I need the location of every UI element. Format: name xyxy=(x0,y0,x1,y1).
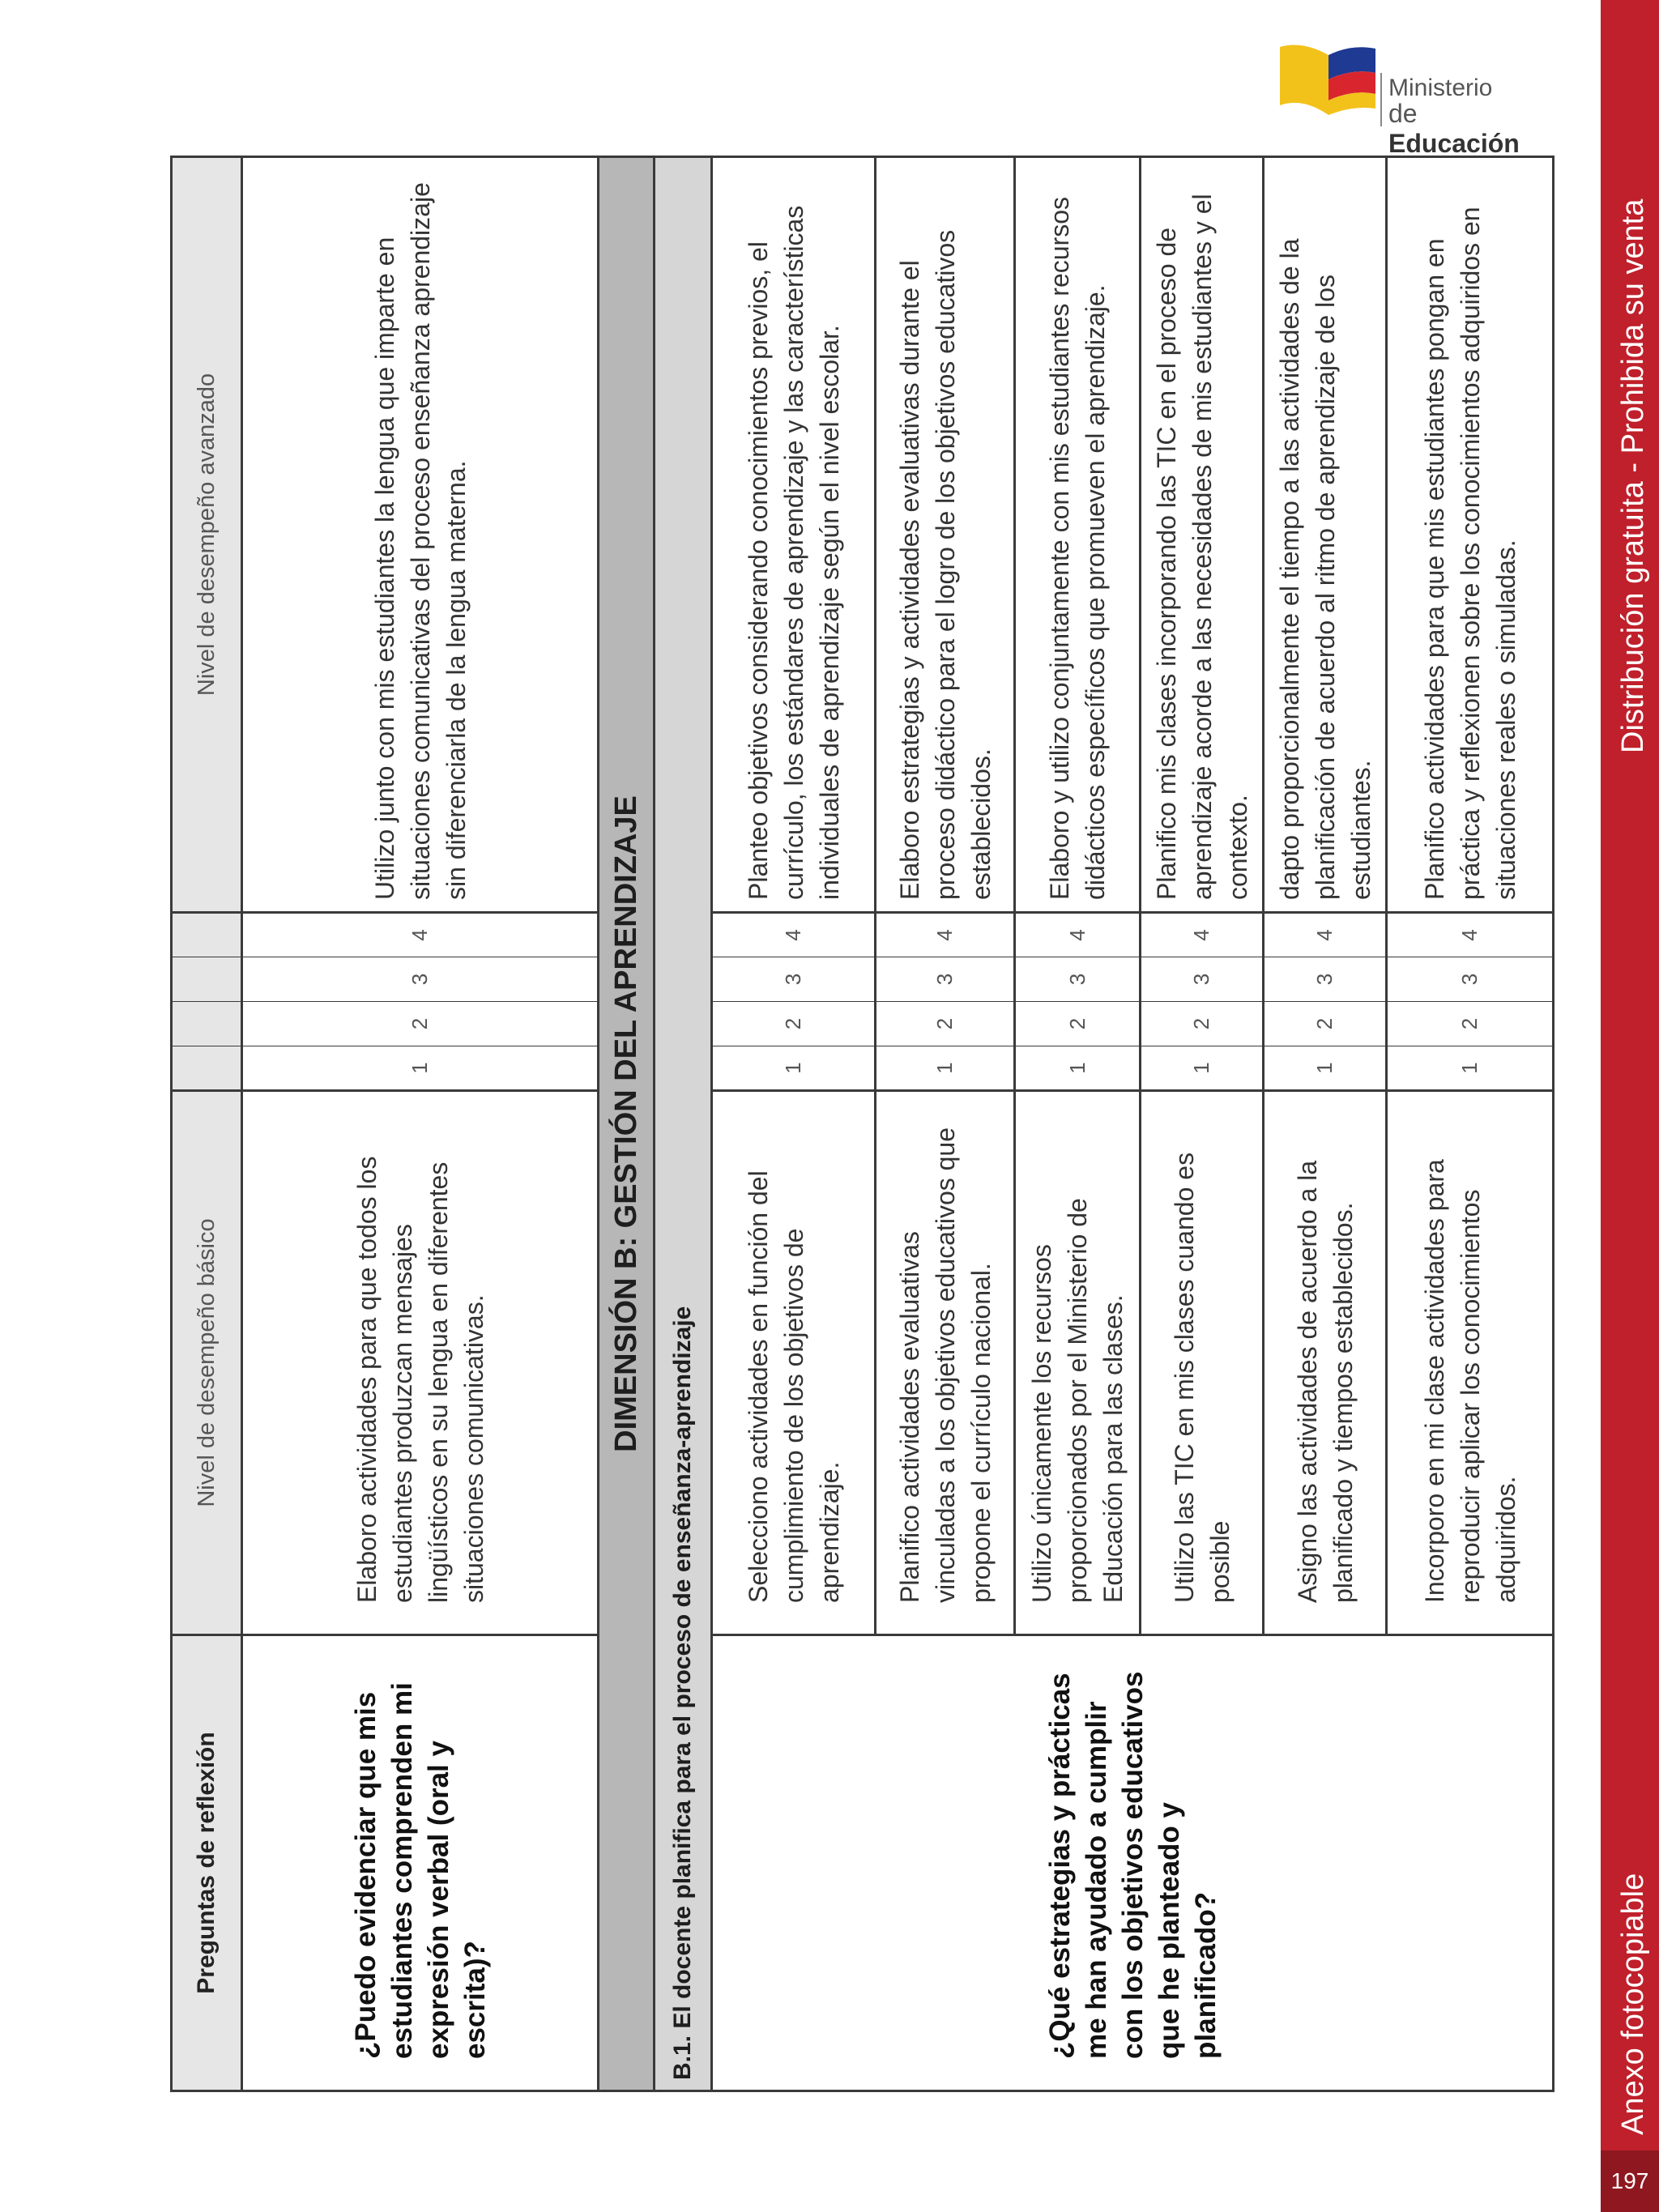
scale-2[interactable]: 2 xyxy=(1387,1002,1554,1046)
scale-4[interactable]: 4 xyxy=(712,913,876,957)
scale-3[interactable]: 3 xyxy=(712,957,876,1002)
subsection-title: B.1. El docente planifica para el proceso de enseñanza-aprendizaje xyxy=(655,157,712,2091)
header-scale-blank xyxy=(172,957,242,1002)
advanced-cell: Planteo objetivos considerando conocimientos previos, el currículo, los estándares de aprendizaje y las características individuales de aprendizaje según el nivel escolar. xyxy=(712,157,876,913)
advanced-cell: Elaboro y utilizo conjuntamente con mis estudiantes recursos didácticos específicos que promueven el aprendizaje. xyxy=(1015,157,1141,913)
scale-1[interactable]: 1 xyxy=(1141,1046,1264,1091)
scale-3[interactable]: 3 xyxy=(876,957,1015,1002)
dimension-row xyxy=(599,157,655,2091)
advanced-cell: Planifico mis clases incorporando las TIC en el proceso de aprendizaje acorde a las necesidades de mis estudiantes y el contexto. xyxy=(1141,157,1264,913)
basic-cell: Elaboro actividades para que todos los estudiantes produzcan mensajes lingüísticos en su lengua en diferentes situaciones comunicativas. xyxy=(242,1091,599,1635)
logo-line2-pre: de xyxy=(1388,99,1418,128)
advanced-cell: Utilizo junto con mis estudiantes la lengua que imparte en situaciones comunicativas del proceso enseñanza aprendizaje sin diferenciarla de la lengua materna. xyxy=(242,157,599,913)
header-advanced: Nivel de desempeño avanzado xyxy=(172,157,242,913)
advanced-cell: dapto proporcionalmente el tiempo a las actividades de la planificación de acuerdo al ritmo de aprendizaje de los estudiantes. xyxy=(1264,157,1387,913)
scale-3[interactable]: 3 xyxy=(242,957,599,1002)
logo-line2 xyxy=(1388,99,1546,159)
sidebar-bottom-text: Anexo fotocopiable xyxy=(1616,1873,1650,2135)
header-questions: Preguntas de reflexión xyxy=(172,1635,242,2091)
scale-3[interactable]: 3 xyxy=(1141,957,1264,1002)
scale-2[interactable]: 2 xyxy=(712,1002,876,1046)
basic-cell: Selecciono actividades en función del cumplimiento de los objetivos de aprendizaje. xyxy=(712,1091,876,1635)
logo-line2-bold: Educación xyxy=(1388,129,1520,158)
scale-3[interactable]: 3 xyxy=(1387,957,1554,1002)
question-2: ¿Qué estrategias y prácticas me han ayudado a cumplir con los objetivos educativos que he planteado y planificado? xyxy=(712,1635,1554,2091)
scale-4[interactable]: 4 xyxy=(876,913,1015,957)
scale-4[interactable]: 4 xyxy=(1015,913,1141,957)
subsection-row xyxy=(655,157,712,2091)
advanced-cell: Elaboro estrategias y actividades evaluativas durante el proceso didáctico para el logro de los objetivos educativos establecidos. xyxy=(876,157,1015,913)
header-scale-blank xyxy=(172,913,242,957)
flag-logo-icon xyxy=(1278,40,1384,121)
basic-cell: Incorporo en mi clase actividades para reproducir aplicar los conocimientos adquiridos. xyxy=(1387,1091,1554,1635)
scale-1[interactable]: 1 xyxy=(242,1046,599,1091)
scale-1[interactable]: 1 xyxy=(712,1046,876,1091)
rubric-table-rotated xyxy=(170,158,1529,2092)
table-row xyxy=(242,157,599,2091)
basic-cell: Planifico actividades evaluativas vinculadas a los objetivos educativos que propone el currículo nacional. xyxy=(876,1091,1015,1635)
page-number: 197 xyxy=(1610,2168,1649,2193)
question-1: ¿Puedo evidenciar que mis estudiantes comprenden mi expresión verbal (oral y escrita)? xyxy=(242,1635,599,2091)
scale-1[interactable]: 1 xyxy=(1015,1046,1141,1091)
table-header-row xyxy=(172,157,242,2091)
scale-4[interactable]: 4 xyxy=(242,913,599,957)
scale-2[interactable]: 2 xyxy=(1141,1002,1264,1046)
scale-2[interactable]: 2 xyxy=(1264,1002,1387,1046)
scale-3[interactable]: 3 xyxy=(1264,957,1387,1002)
header-scale-blank xyxy=(172,1046,242,1091)
logo-divider xyxy=(1380,73,1382,126)
basic-cell: Asigno las actividades de acuerdo a la planificado y tiempos establecidos. xyxy=(1264,1091,1387,1635)
scale-1[interactable]: 1 xyxy=(1264,1046,1387,1091)
advanced-cell: Planifico actividades para que mis estudiantes pongan en práctica y reflexionen sobre los conocimientos adquiridos en situaciones reales o simuladas. xyxy=(1387,157,1554,913)
basic-cell: Utilizo las TIC en mis clases cuando es posible xyxy=(1141,1091,1264,1635)
basic-cell: Utilizo únicamente los recursos proporcionados por el Ministerio de Educación para las clases. xyxy=(1015,1091,1141,1635)
rubric-table xyxy=(170,156,1555,2092)
scale-4[interactable]: 4 xyxy=(1387,913,1554,957)
scale-4[interactable]: 4 xyxy=(1141,913,1264,957)
sidebar-top-text: Distribución gratuita - Prohibida su venta xyxy=(1616,198,1650,753)
scale-2[interactable]: 2 xyxy=(1015,1002,1141,1046)
scale-2[interactable]: 2 xyxy=(242,1002,599,1046)
header-basic: Nivel de desempeño básico xyxy=(172,1091,242,1635)
scale-1[interactable]: 1 xyxy=(876,1046,1015,1091)
scale-3[interactable]: 3 xyxy=(1015,957,1141,1002)
dimension-title: DIMENSIÓN B: GESTIÓN DEL APRENDIZAJE xyxy=(599,157,655,2091)
ministerio-logo xyxy=(1278,40,1546,158)
header-scale-blank xyxy=(172,1002,242,1046)
page-number-box xyxy=(1601,2150,1659,2212)
scale-4[interactable]: 4 xyxy=(1264,913,1387,957)
logo-line1: Ministerio xyxy=(1388,75,1493,101)
scale-2[interactable]: 2 xyxy=(876,1002,1015,1046)
scale-1[interactable]: 1 xyxy=(1387,1046,1554,1091)
table-row xyxy=(712,157,876,2091)
